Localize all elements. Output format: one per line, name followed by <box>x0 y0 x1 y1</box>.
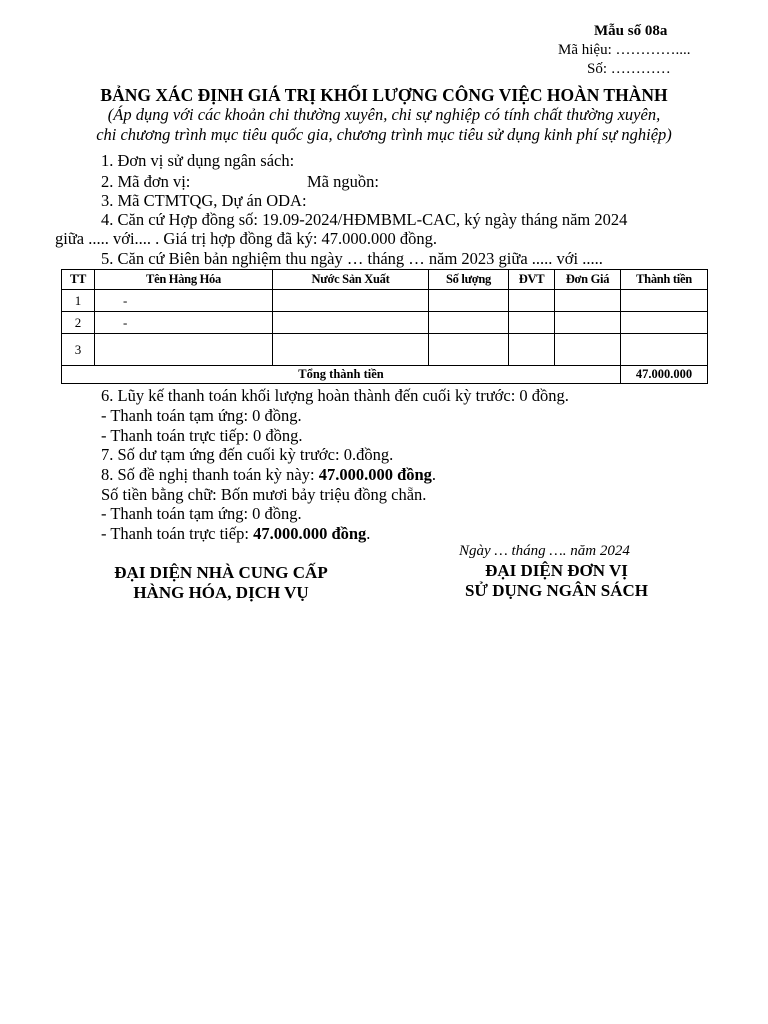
form-number: Mẫu số 08a <box>594 23 668 39</box>
budget-unit-title-line-1: ĐẠI DIỆN ĐƠN VỊ <box>485 561 628 580</box>
header-unit: ĐVT <box>509 270 555 290</box>
requested-direct-line <box>101 524 370 544</box>
row-unit-price <box>555 290 621 312</box>
row-goods-name: - <box>95 290 273 312</box>
requested-direct-value: 47.000.000 đồng <box>253 524 367 543</box>
cumulative-direct-line: - Thanh toán trực tiếp: 0 đồng. <box>101 426 303 445</box>
header-goods-name: Tên Hàng Hóa <box>95 270 273 290</box>
total-label: Tổng thành tiền <box>62 366 621 384</box>
row-tt: 2 <box>62 312 95 334</box>
row-unit <box>509 334 555 366</box>
table-header-row <box>62 270 708 290</box>
budget-unit-signature-block <box>444 561 669 601</box>
signature-date: Ngày … tháng …. năm 2024 <box>459 543 630 559</box>
row-origin <box>273 334 429 366</box>
budget-unit-line: 1. Đơn vị sử dụng ngân sách: <box>101 151 295 170</box>
row-unit <box>509 290 555 312</box>
table-total-row <box>62 366 708 384</box>
cumulative-payment-line: 6. Lũy kế thanh toán khối lượng hoàn thành đến cuối kỳ trước: 0 đồng. <box>101 386 569 405</box>
row-goods-name <box>95 334 273 366</box>
row-amount <box>621 334 708 366</box>
row-goods-name: - <box>95 312 273 334</box>
unit-code-line: 2. Mã đơn vị: <box>101 172 191 191</box>
budget-unit-title-line-2: SỬ DỤNG NGÂN SÁCH <box>464 581 649 600</box>
supplier-signature-block <box>96 563 346 603</box>
document-number: Số: ………… <box>587 61 671 77</box>
program-code-line: 3. Mã CTMTQG, Dự án ODA: <box>101 191 307 210</box>
row-unit-price <box>555 312 621 334</box>
row-quantity <box>429 312 509 334</box>
row-tt: 3 <box>62 334 95 366</box>
requested-advance-line: - Thanh toán tạm ứng: 0 đồng. <box>101 504 302 523</box>
row-amount <box>621 312 708 334</box>
row-quantity <box>429 334 509 366</box>
total-value: 47.000.000 <box>621 366 708 384</box>
header-amount: Thành tiền <box>621 270 708 290</box>
row-origin <box>273 312 429 334</box>
supplier-title-line-1: ĐẠI DIỆN NHÀ CUNG CẤP <box>114 563 328 582</box>
requested-payment-suffix: . <box>431 465 437 484</box>
contract-line-2: giữa ..... với.... . Giá trị hợp đồng đã ký: 47.000.000 đồng. <box>55 229 438 248</box>
document-code: Mã hiệu: ………….... <box>558 42 691 58</box>
requested-direct-label: - Thanh toán trực tiếp: <box>101 524 254 543</box>
document-title: BẢNG XÁC ĐỊNH GIÁ TRỊ KHỐI LƯỢNG CÔNG VIỆC HOÀN THÀNH <box>100 85 668 105</box>
row-quantity <box>429 290 509 312</box>
header-tt: TT <box>62 270 95 290</box>
advance-balance-line: 7. Số dư tạm ứng đến cuối kỳ trước: 0.đồng. <box>101 445 394 464</box>
row-unit-price <box>555 334 621 366</box>
table-row <box>62 290 708 312</box>
subtitle-line-2: chi chương trình mục tiêu quốc gia, chương trình mục tiêu sử dụng kinh phí sự nghiệp) <box>96 125 672 144</box>
requested-payment-value: 47.000.000 đồng <box>318 465 432 484</box>
row-origin <box>273 290 429 312</box>
header-origin: Nước Sản Xuất <box>273 270 429 290</box>
goods-table <box>61 269 708 384</box>
row-tt: 1 <box>62 290 95 312</box>
row-unit <box>509 312 555 334</box>
contract-line-1: 4. Căn cứ Hợp đồng số: 19.09-2024/HĐMBML-CAC, ký ngày tháng năm 2024 <box>101 210 628 229</box>
acceptance-line: 5. Căn cứ Biên bản nghiệm thu ngày … tháng … năm 2023 giữa ..... với ..... <box>101 249 603 268</box>
requested-direct-suffix: . <box>366 524 371 543</box>
subtitle-line-1: (Áp dụng với các khoản chi thường xuyên, chi sự nghiệp có tính chất thường xuyên, <box>107 105 661 124</box>
supplier-title-line-2: HÀNG HÓA, DỊCH VỤ <box>133 583 309 602</box>
source-code-line: Mã nguồn: <box>307 172 379 191</box>
table-row <box>62 312 708 334</box>
table-row <box>62 334 708 366</box>
header-quantity: Số lượng <box>429 270 509 290</box>
requested-payment-line <box>101 465 436 485</box>
cumulative-advance-line: - Thanh toán tạm ứng: 0 đồng. <box>101 406 302 425</box>
requested-payment-label: 8. Số đề nghị thanh toán kỳ này: <box>101 465 319 484</box>
amount-in-words-line: Số tiền bằng chữ: Bốn mươi bảy triệu đồng chẵn. <box>101 485 427 504</box>
header-unit-price: Đơn Giá <box>555 270 621 290</box>
row-amount <box>621 290 708 312</box>
